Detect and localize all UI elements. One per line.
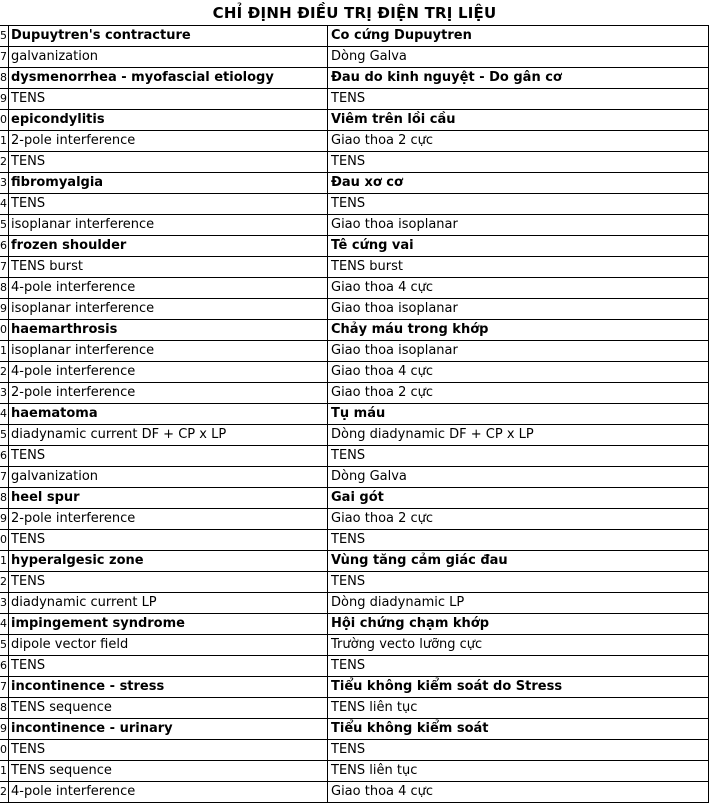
treatment-row [0, 299, 709, 320]
row-number[interactable]: 5 [0, 635, 9, 655]
cell-vietnamese[interactable]: Dòng Galva [329, 47, 709, 67]
treatment-row [0, 782, 709, 803]
treatment-row [0, 131, 709, 152]
cell-english[interactable]: 4-pole interference [10, 782, 328, 802]
cell-vietnamese[interactable]: Dòng diadynamic LP [329, 593, 709, 613]
row-number[interactable]: 0 [0, 110, 9, 130]
data-rows [0, 26, 709, 803]
cell-vietnamese[interactable]: Giao thoa isoplanar [329, 341, 709, 361]
row-number[interactable]: 8 [0, 278, 9, 298]
cell-english[interactable]: epicondylitis [10, 110, 328, 130]
cell-english[interactable]: isoplanar interference [10, 299, 328, 319]
condition-row [0, 110, 709, 131]
cell-vietnamese[interactable]: Tiểu không kiểm soát [329, 719, 709, 739]
cell-vietnamese[interactable]: Giao thoa isoplanar [329, 299, 709, 319]
cell-vietnamese[interactable]: Tiểu không kiểm soát do Stress [329, 677, 709, 697]
row-number[interactable]: 0 [0, 740, 9, 760]
cell-english[interactable]: heel spur [10, 488, 328, 508]
cell-vietnamese[interactable]: TENS [329, 572, 709, 592]
cell-vietnamese[interactable]: TENS [329, 89, 709, 109]
row-number[interactable]: 2 [0, 572, 9, 592]
condition-row [0, 404, 709, 425]
treatment-row [0, 194, 709, 215]
cell-english[interactable]: 4-pole interference [10, 278, 328, 298]
cell-english[interactable]: TENS burst [10, 257, 328, 277]
cell-english[interactable]: TENS [10, 152, 328, 172]
cell-vietnamese[interactable]: Đau xơ cơ [329, 173, 709, 193]
cell-vietnamese[interactable]: Giao thoa 4 cực [329, 278, 709, 298]
row-number[interactable]: 5 [0, 425, 9, 445]
row-number[interactable]: 4 [0, 404, 9, 424]
cell-vietnamese[interactable]: Tụ máu [329, 404, 709, 424]
condition-row [0, 236, 709, 257]
cell-vietnamese[interactable]: TENS [329, 152, 709, 172]
cell-english[interactable]: TENS [10, 740, 328, 760]
treatment-row [0, 740, 709, 761]
cell-english[interactable]: Dupuytren's contracture [10, 26, 328, 46]
treatment-row [0, 362, 709, 383]
condition-row [0, 173, 709, 194]
row-number[interactable]: 2 [0, 152, 9, 172]
cell-vietnamese[interactable]: Giao thoa 4 cực [329, 782, 709, 802]
cell-english[interactable]: isoplanar interference [10, 215, 328, 235]
cell-english[interactable]: incontinence - stress [10, 677, 328, 697]
row-number[interactable]: 5 [0, 215, 9, 235]
cell-vietnamese[interactable]: TENS [329, 446, 709, 466]
condition-row [0, 677, 709, 698]
row-number[interactable]: 6 [0, 656, 9, 676]
treatment-row [0, 47, 709, 68]
cell-vietnamese[interactable]: TENS liên tục [329, 698, 709, 718]
row-number[interactable]: 9 [0, 89, 9, 109]
cell-english[interactable]: galvanization [10, 47, 328, 67]
cell-english[interactable]: haematoma [10, 404, 328, 424]
cell-vietnamese[interactable]: Giao thoa 4 cực [329, 362, 709, 382]
treatment-row [0, 152, 709, 173]
row-number[interactable]: 7 [0, 257, 9, 277]
cell-vietnamese[interactable]: Đau do kinh nguyệt - Do gân cơ [329, 68, 709, 88]
treatment-row [0, 215, 709, 236]
treatment-row [0, 530, 709, 551]
row-number[interactable]: 2 [0, 362, 9, 382]
treatment-row [0, 341, 709, 362]
treatment-row [0, 446, 709, 467]
treatment-row [0, 89, 709, 110]
cell-english[interactable]: diadynamic current LP [10, 593, 328, 613]
cell-english[interactable]: impingement syndrome [10, 614, 328, 634]
condition-row [0, 488, 709, 509]
cell-vietnamese[interactable]: Hội chứng chạm khớp [329, 614, 709, 634]
cell-vietnamese[interactable]: Tê cứng vai [329, 236, 709, 256]
cell-english[interactable]: fibromyalgia [10, 173, 328, 193]
cell-english[interactable]: TENS [10, 89, 328, 109]
row-number[interactable]: 5 [0, 26, 9, 46]
row-number[interactable]: 9 [0, 509, 9, 529]
cell-vietnamese[interactable]: Giao thoa 2 cực [329, 383, 709, 403]
row-number[interactable]: 3 [0, 173, 9, 193]
treatment-row [0, 383, 709, 404]
treatment-row [0, 635, 709, 656]
cell-english[interactable]: TENS sequence [10, 698, 328, 718]
treatment-row [0, 761, 709, 782]
cell-english[interactable]: diadynamic current DF + CP x LP [10, 425, 328, 445]
condition-row [0, 614, 709, 635]
cell-english[interactable]: 2-pole interference [10, 131, 328, 151]
treatment-row [0, 278, 709, 299]
treatment-row [0, 425, 709, 446]
cell-english[interactable]: galvanization [10, 467, 328, 487]
cell-english[interactable]: haemarthrosis [10, 320, 328, 340]
cell-vietnamese[interactable]: TENS liên tục [329, 761, 709, 781]
cell-english[interactable]: TENS [10, 446, 328, 466]
cell-vietnamese[interactable]: Dòng Galva [329, 467, 709, 487]
sheet-title[interactable]: CHỈ ĐỊNH ĐIỀU TRỊ ĐIỆN TRỊ LIỆU [0, 0, 709, 26]
cell-english[interactable]: TENS [10, 530, 328, 550]
cell-english[interactable]: dysmenorrhea - myofascial etiology [10, 68, 328, 88]
cell-english[interactable]: 2-pole interference [10, 383, 328, 403]
cell-english[interactable]: TENS [10, 194, 328, 214]
cell-vietnamese[interactable]: Chảy máu trong khớp [329, 320, 709, 340]
cell-english[interactable]: hyperalgesic zone [10, 551, 328, 571]
row-number[interactable]: 4 [0, 614, 9, 634]
treatment-row [0, 698, 709, 719]
cell-vietnamese[interactable]: Giao thoa 2 cực [329, 131, 709, 151]
row-number[interactable]: 6 [0, 446, 9, 466]
cell-vietnamese[interactable]: Dòng diadynamic DF + CP x LP [329, 425, 709, 445]
cell-english[interactable]: 4-pole interference [10, 362, 328, 382]
row-number[interactable]: 7 [0, 47, 9, 67]
row-number[interactable]: 9 [0, 299, 9, 319]
row-number[interactable]: 8 [0, 68, 9, 88]
cell-vietnamese[interactable]: Co cứng Dupuytren [329, 26, 709, 46]
row-number[interactable]: 6 [0, 236, 9, 256]
cell-english[interactable]: frozen shoulder [10, 236, 328, 256]
row-number[interactable]: 1 [0, 131, 9, 151]
cell-english[interactable]: incontinence - urinary [10, 719, 328, 739]
cell-english[interactable]: dipole vector field [10, 635, 328, 655]
treatment-row [0, 257, 709, 278]
row-number[interactable]: 3 [0, 593, 9, 613]
treatment-row [0, 656, 709, 677]
cell-vietnamese[interactable]: TENS [329, 530, 709, 550]
row-number[interactable]: 9 [0, 719, 9, 739]
cell-vietnamese[interactable]: TENS [329, 194, 709, 214]
row-number[interactable]: 8 [0, 698, 9, 718]
row-number[interactable]: 7 [0, 677, 9, 697]
cell-vietnamese[interactable]: Gai gót [329, 488, 709, 508]
row-number[interactable]: 3 [0, 383, 9, 403]
cell-english[interactable]: 2-pole interference [10, 509, 328, 529]
row-number[interactable]: 1 [0, 551, 9, 571]
cell-vietnamese[interactable]: TENS [329, 656, 709, 676]
cell-vietnamese[interactable]: Trường vecto lưỡng cực [329, 635, 709, 655]
condition-row [0, 551, 709, 572]
cell-english[interactable]: TENS [10, 656, 328, 676]
cell-english[interactable]: isoplanar interference [10, 341, 328, 361]
row-number[interactable]: 8 [0, 488, 9, 508]
cell-vietnamese[interactable]: TENS [329, 740, 709, 760]
treatment-row [0, 509, 709, 530]
cell-vietnamese[interactable]: Giao thoa 2 cực [329, 509, 709, 529]
condition-row [0, 26, 709, 47]
cell-vietnamese[interactable]: TENS burst [329, 257, 709, 277]
row-number[interactable]: 1 [0, 341, 9, 361]
cell-english[interactable]: TENS [10, 572, 328, 592]
row-number[interactable]: 2 [0, 782, 9, 802]
condition-row [0, 68, 709, 89]
row-number[interactable]: 4 [0, 194, 9, 214]
row-number[interactable]: 0 [0, 530, 9, 550]
treatment-row [0, 593, 709, 614]
row-number[interactable]: 7 [0, 467, 9, 487]
cell-english[interactable]: TENS sequence [10, 761, 328, 781]
row-number[interactable]: 0 [0, 320, 9, 340]
condition-row [0, 320, 709, 341]
cell-vietnamese[interactable]: Vùng tăng cảm giác đau [329, 551, 709, 571]
row-number[interactable]: 1 [0, 761, 9, 781]
condition-row [0, 719, 709, 740]
cell-vietnamese[interactable]: Viêm trên lồi cầu [329, 110, 709, 130]
treatment-row [0, 467, 709, 488]
cell-vietnamese[interactable]: Giao thoa isoplanar [329, 215, 709, 235]
treatment-row [0, 572, 709, 593]
